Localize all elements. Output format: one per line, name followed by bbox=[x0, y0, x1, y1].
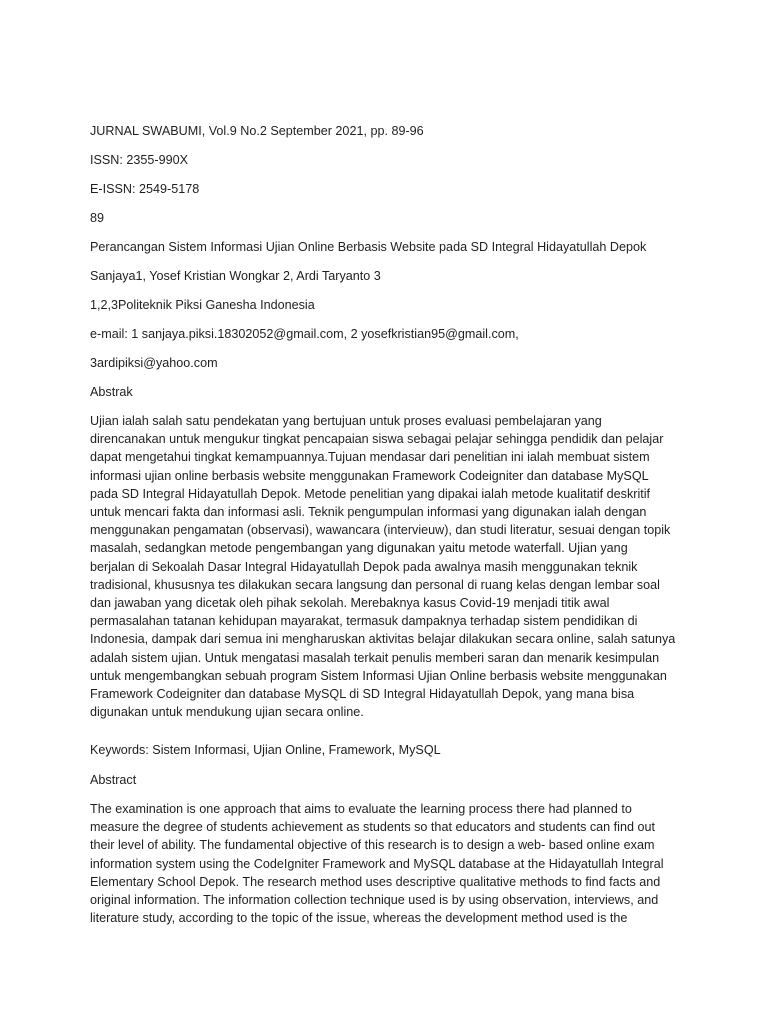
abstract-body bbox=[90, 800, 680, 927]
abstrak-heading: Abstrak bbox=[90, 385, 133, 399]
abstract-line: original information. The information collection technique used is by using observation, interviews, and bbox=[90, 893, 659, 908]
abstrak-line: dapat mengetahui tingkat kemampuannya.Tujuan mendasar dari penelitian ini ialah membuat sistem bbox=[90, 450, 650, 465]
abstrak-line: tradisional, khususnya tes dilakukan secara langsung dan personal di ruang kelas dengan lembar soal bbox=[90, 577, 660, 592]
page-number: 89 bbox=[90, 211, 105, 225]
eissn: E-ISSN: 2549-5178 bbox=[90, 182, 200, 196]
article-title: Perancangan Sistem Informasi Ujian Online Berbasis Website pada SD Integral Hidayatullah Depok bbox=[90, 240, 647, 254]
abstrak-line: untuk mencari fakta dan informasi asli. Teknik pengumpulan informasi yang digunakan ialah dengan bbox=[90, 505, 647, 520]
abstrak-line: permasalahan tatanan kehidupan mayarakat, termasuk dampaknya terhadap sistem pendidikan di bbox=[90, 614, 638, 629]
article-affiliation: 1,2,3Politeknik Piksi Ganesha Indonesia bbox=[90, 298, 315, 312]
abstract-line: Elementary School Depok. The research method uses descriptive qualitative methods to find facts and bbox=[90, 874, 661, 889]
abstrak-line: direncanakan untuk mengukur tingkat pencapaian siswa sebagai pelajar sehingga pendidik dan pelajar bbox=[90, 432, 664, 447]
abstract-heading: Abstract bbox=[90, 773, 137, 787]
journal-header: JURNAL SWABUMI, Vol.9 No.2 September 2021, pp. 89-96 bbox=[90, 124, 424, 138]
abstrak-line: Ujian ialah salah satu pendekatan yang bertujuan untuk proses evaluasi pembelajaran yang bbox=[90, 414, 602, 428]
issn: ISSN: 2355-990X bbox=[90, 153, 189, 167]
abstrak-line: Framework Codeigniter dan database MySQL di SD Integral Hidayatullah Depok, yang mana bisa bbox=[90, 687, 635, 702]
email-line-1: e-mail: 1 sanjaya.piksi.18302052@gmail.com, 2 yosefkristian95@gmail.com, bbox=[90, 327, 519, 341]
keywords: Keywords: Sistem Informasi, Ujian Online, Framework, MySQL bbox=[90, 743, 441, 757]
email-line-2: 3ardipiksi@yahoo.com bbox=[90, 356, 218, 370]
abstract-line: their level of ability. The fundamental objective of this research is to design a web- based online exam bbox=[90, 838, 655, 853]
abstrak-line: pada SD Integral Hidayatullah Depok. Metode penelitian yang dipakai ialah metode kualitatif deskritif bbox=[90, 486, 651, 501]
abstrak-line: informasi ujian online berbasis website menggunakan Framework Codeigniter dan database MySQL bbox=[90, 468, 649, 483]
abstract-line: literature study, according to the topic of the issue, whereas the development method used is the bbox=[90, 911, 628, 926]
abstrak-line: dan jawaban yang dicetak oleh pihak sekolah. Merebaknya kasus Covid-19 menjadi titik awal bbox=[90, 596, 610, 611]
abstract-line: The examination is one approach that aims to evaluate the learning process there had planned to bbox=[90, 802, 632, 816]
abstrak-line: digunakan untuk mendukung ujian secara online. bbox=[90, 705, 364, 720]
abstrak-line: berjalan di Sekoalah Dasar Integral Hidayatullah Depok pada awalnya masih menggunakan teknik bbox=[90, 559, 638, 574]
abstrak-body bbox=[90, 412, 680, 721]
article-authors: Sanjaya1, Yosef Kristian Wongkar 2, Ardi Taryanto 3 bbox=[90, 269, 381, 283]
abstrak-line: masalah, sedangkan metode pengembangan yang digunakan yaitu metode waterfall. Ujian yang bbox=[90, 541, 628, 556]
abstrak-line: Indonesia, dampak dari semua ini mengharuskan aktivitas belajar dilakukan secara online, salah satunya bbox=[90, 632, 676, 647]
abstrak-line: adalah sistem ujian. Untuk mengatasi masalah terkait penulis memberi saran dan menarik kesimpulan bbox=[90, 650, 660, 665]
abstract-line: information system using the CodeIgniter Framework and MySQL database at the Hidayatullah Integral bbox=[90, 856, 664, 871]
abstrak-line: untuk mengembangkan sebuah program Sistem Informasi Ujian Online berbasis website menggunakan bbox=[90, 668, 667, 683]
abstract-line: measure the degree of students achievement as students so that educators and students can find out bbox=[90, 820, 655, 835]
abstrak-line: menggunakan pengamatan (observasi), wawancara (intervieuw), dan studi literatur, sesuai dengan topik bbox=[90, 523, 671, 538]
